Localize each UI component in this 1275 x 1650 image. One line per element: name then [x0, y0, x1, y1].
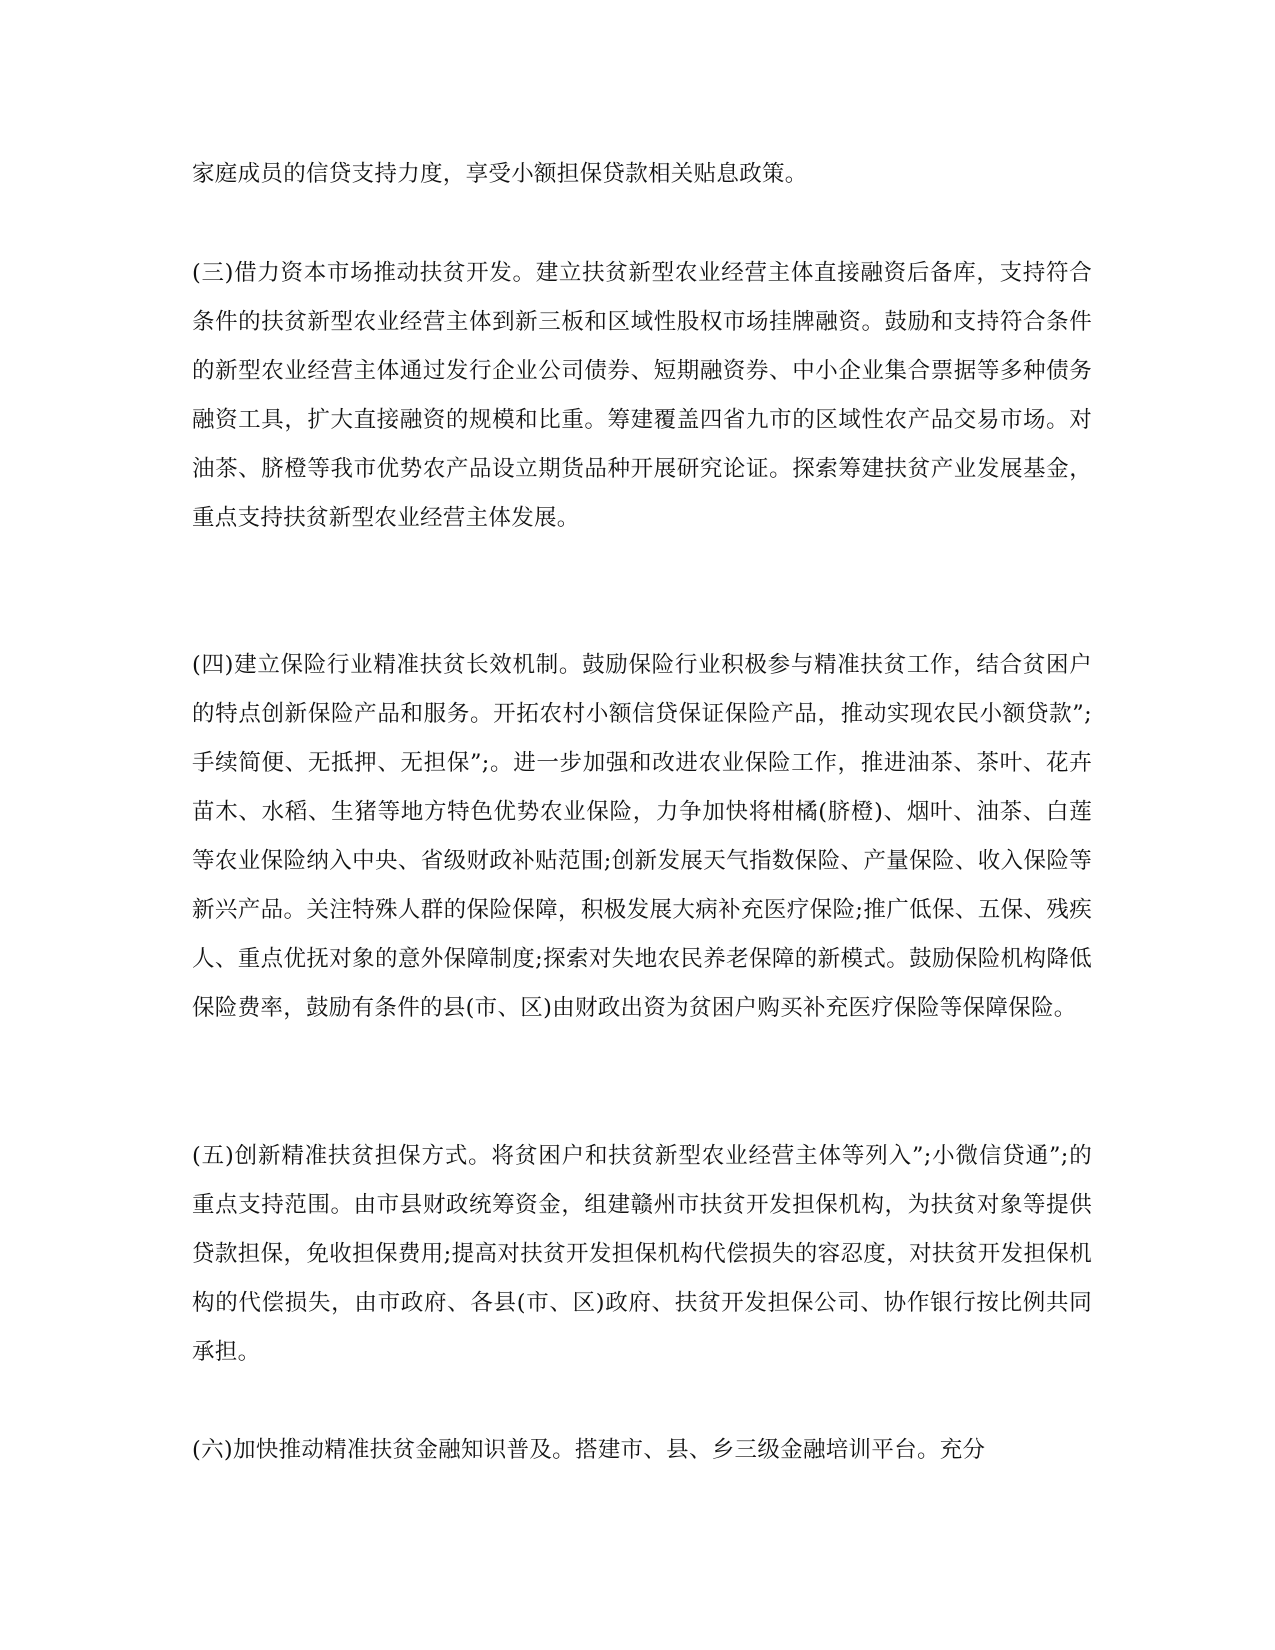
paragraph-financial-knowledge: (六)加快推动精准扶贫金融知识普及。搭建市、县、乡三级金融培训平台。充分 [192, 1437, 986, 1463]
paragraph-capital-market: (三)借力资本市场推动扶贫开发。建立扶贫新型农业经营主体直接融资后备库，支持符合条件的扶贫新型农业经营主体到新三板和区域性股权市场挂牌融资。鼓励和支持符合条件的新型农业经营主体通过发行企业公司债券、短期融资券、中小企业集合票据等多种债务融资工具，扩大直接融资的规模和比重。筹建覆盖四省九市的区域性农产品交易市场。对油茶、脐橙等我市优势农产品设立期货品种开展研究论证。探索筹建扶贫产业发展基金，重点支持扶贫新型农业经营主体发展。 [192, 260, 1092, 531]
paragraph-insurance: (四)建立保险行业精准扶贫长效机制。鼓励保险行业积极参与精准扶贫工作，结合贫困户的特点创新保险产品和服务。开拓农村小额信贷保证保险产品，推动实现农民小额贷款”;手续简便、无抵押、无担保”;。进一步加强和改进农业保险工作，推进油茶、茶叶、花卉苗木、水稻、生猪等地方特色优势农业保险，力争加快将柑橘(脐橙)、烟叶、油茶、白莲等农业保险纳入中央、省级财政补贴范围;创新发展天气指数保险、产量保险、收入保险等新兴产品。关注特殊人群的保险保障，积极发展大病补充医疗保险;推广低保、五保、残疾人、重点优抚对象的意外保障制度;探索对失地农民养老保障的新模式。鼓励保险机构降低保险费率，鼓励有条件的县(市、区)由财政出资为贫困户购买补充医疗保险等保障保险。 [192, 652, 1092, 1021]
paragraph-guarantee: (五)创新精准扶贫担保方式。将贫困户和扶贫新型农业经营主体等列入”;小微信贷通”;的重点支持范围。由市县财政统筹资金，组建赣州市扶贫开发担保机构，为扶贫对象等提供贷款担保，免收担保费用;提高对扶贫开发担保机构代偿损失的容忍度，对扶贫开发担保机构的代偿损失，由市政府、各县(市、区)政府、扶贫开发担保公司、协作银行按比例共同承担。 [192, 1143, 1092, 1365]
paragraph-credit-support: 家庭成员的信贷支持力度，享受小额担保贷款相关贴息政策。 [192, 161, 808, 187]
